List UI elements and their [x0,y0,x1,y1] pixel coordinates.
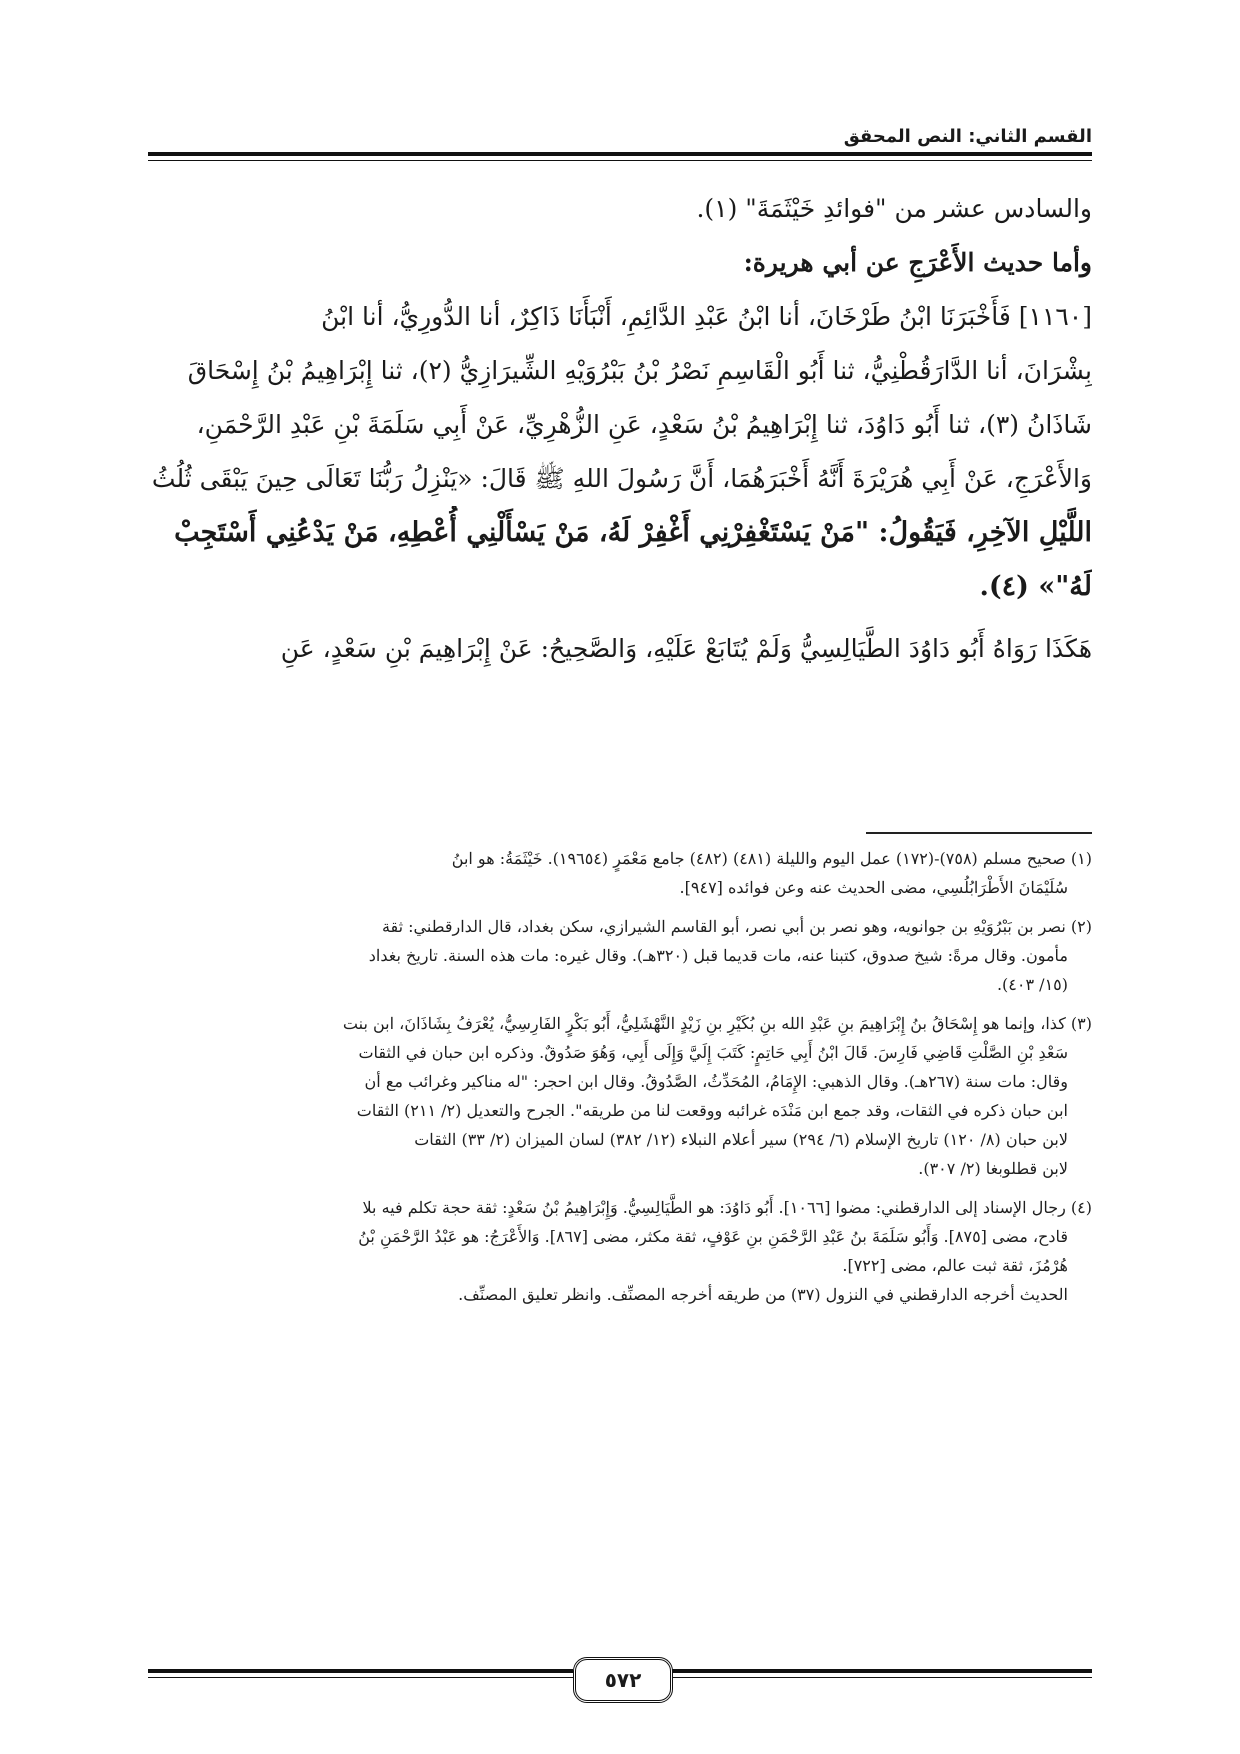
footnote-1 [148,844,1092,902]
footnotes [148,844,1092,1309]
footnote-4 [148,1193,1092,1309]
text-line-9: هَكَذَا رَوَاهُ أَبُو دَاوُدَ الطَّيَالِسِيُّ وَلَمْ يُتَابَعْ عَلَيْهِ، وَالصَّحِيحُ: عَنْ إِبْرَاهِيمَ بْنِ سَعْدٍ، عَنِ [280,634,1092,663]
text-line-1: والسادس عشر من "فوائدِ خَيْثَمَةَ" (١). [696,194,1092,223]
footnote-line: لابن قطلوبغا (٢/ ٣٠٧). [918,1159,1068,1178]
footnote-line: الحديث أخرجه الدارقطني في النزول (٣٧) من طريقه أخرجه المصنِّف. وانظر تعليق المصنِّف. [458,1285,1068,1304]
footer-rule-right-thick [667,1669,1092,1673]
footnote-separator [866,832,1092,834]
footnote-2 [148,912,1092,999]
footnote-line: (٢) نصر بن بَبْرُوَيْهِ بن جوانويه، وهو نصر بن أبي نصر، أبو القاسم الشيرازي، سكن بغداد، قال الدارقطني: ثقة [381,917,1092,936]
footnote-3 [148,1009,1092,1183]
footnote-line: (٤) رجال الإسناد إلى الدارقطني: مضوا [١٠٦٦]. أَبُو دَاوُدَ: هو الطَّيَالِسِيُّ. وَإِبْرَاهِيمُ بْنُ سَعْدٍ: ثقة حجة تكلم فيه بلا [362,1198,1092,1217]
text-line-3: [١١٦٠] فَأَخْبَرَنَا ابْنُ طَرْخَانَ، أنا ابْنُ عَبْدِ الدَّائِمِ، أَنْبَأَنَا ذَاكِرٌ، أنا الدُّورِيُّ، أنا ابْنُ [321,302,1092,331]
header-rule-thin [148,160,1092,161]
footer-rule-right-thin [667,1677,1092,1678]
footer-rule-left-thin [148,1677,573,1678]
section-heading: وأما حديث الأَعْرَجِ عن أبي هريرة: [743,248,1092,277]
footnote-line: وقال: مات سنة (٢٦٧هـ). وقال الذهبي: الإِمَامُ، المُحَدِّثُ، الصَّدُوقُ. وقال ابن احجر: "له مناكير وغرائب مع أن [364,1072,1068,1091]
running-header: القسم الثاني: النص المحقق [843,126,1092,147]
footnote-line: هُرْمُزَ، ثقة ثبت عالم، مضى [٧٢٢]. [842,1256,1068,1275]
text-line-5: شَاذَانُ (٣)، ثنا أَبُو دَاوُدَ، ثنا إِبْرَاهِيمُ بْنُ سَعْدٍ، عَنِ الزُّهْرِيِّ، عَنْ أَبِي سَلَمَةَ بْنِ عَبْدِ الرَّحْمَنِ، [196,410,1092,439]
footnote-line: ابن حبان ذكره في الثقات، وقد جمع ابن مَنْدَه غرائبه ووقعت لنا من طريقه". الجرح والتعديل (٢/ ٢١١) الثقات [356,1101,1068,1120]
main-text [148,182,1092,676]
footnote-line: (١) صحيح مسلم (٧٥٨)-(١٧٢) عمل اليوم والليلة (٤٨١) (٤٨٢) جامع مَعْمَرٍ (١٩٦٥٤). خَيْثَمَةُ: هو ابنُ [451,849,1092,868]
header-rule-thick [148,152,1092,156]
footnote-line: سُلَيْمَانَ الأَطْرَابُلُسِي، مضى الحديث عنه وعن فوائده [٩٤٧]. [679,878,1068,897]
footnote-line: (١٥/ ٤٠٣). [996,975,1068,994]
text-line-4: بِشْرَانَ، أنا الدَّارَقُطْنِيُّ، ثنا أَبُو الْقَاسِمِ نَصْرُ بْنُ بَبْرُوَيْهِ الشِّيرَازِيُّ (٢)، ثنا إِبْرَاهِيمُ بْنُ إِسْحَاقَ [187,356,1092,385]
footnote-line: سَعْدِ بْنِ الصَّلْتِ قَاضِي فَارِسَ. قَالَ ابْنُ أَبِي حَاتِمٍ: كَتَبَ إِلَيَّ وَإِلَى أَبِي، وَهُوَ صَدُوقٌ. وذكره ابن حبان في الثقات [358,1043,1068,1062]
hadith-text-line: اللَّيْلِ الآخِرِ، فَيَقُولُ: "مَنْ يَسْتَغْفِرْنِي أَغْفِرْ لَهُ، مَنْ يَسْأَلْنِي أُعْطِهِ، مَنْ يَدْعُنِي أَسْتَجِبْ [174,517,1092,548]
footnote-line: (٣) كذا، وإنما هو إِسْحَاقُ بنُ إِبْرَاهِيمَ بنِ عَبْدِ الله بنِ بُكَيْرِ بنِ زَيْدٍ النَّهْشَلِيُّ، أَبُو بَكْرٍ الفَارِسِيُّ، يُعْرَفُ بِشَاذَانَ، ابن بنت [342,1014,1092,1033]
hadith-text-end: لَهُ"» (٤). [979,571,1092,602]
footer-rule-left-thick [148,1669,573,1673]
footnote-line: لابن حبان (٨/ ١٢٠) تاريخ الإسلام (٦/ ٢٩٤) سير أعلام النبلاء (١٢/ ٣٨٢) لسان الميزان (٢/ ٣٣) الثقات [414,1130,1068,1149]
page-number: ٥٧٢ [573,1657,673,1703]
text-line-6: وَالأَعْرَجِ، عَنْ أَبِي هُرَيْرَةَ أَنَّهُ أَخْبَرَهُمَا، أَنَّ رَسُولَ اللهِ ﷺ قَالَ: «يَنْزِلُ رَبُّنَا تَعَالَى حِينَ يَبْقَى ثُلُثُ [151,464,1092,493]
footnote-line: مأمون. وقال مرةً: شيخ صدوق، كتبنا عنه، مات قديما قبل (٣٢٠هـ). وقال غيره: مات هذه السنة. تاريخ بغداد [368,946,1068,965]
footnote-line: قادح، مضى [٨٧٥]. وَأَبُو سَلَمَةَ بنُ عَبْدِ الرَّحْمَنِ بنِ عَوْفٍ، ثقة مكثر، مضى [٨٦٧]. وَالأَعْرَجُ: هو عَبْدُ الرَّحْمَنِ بْنُ [358,1227,1068,1246]
